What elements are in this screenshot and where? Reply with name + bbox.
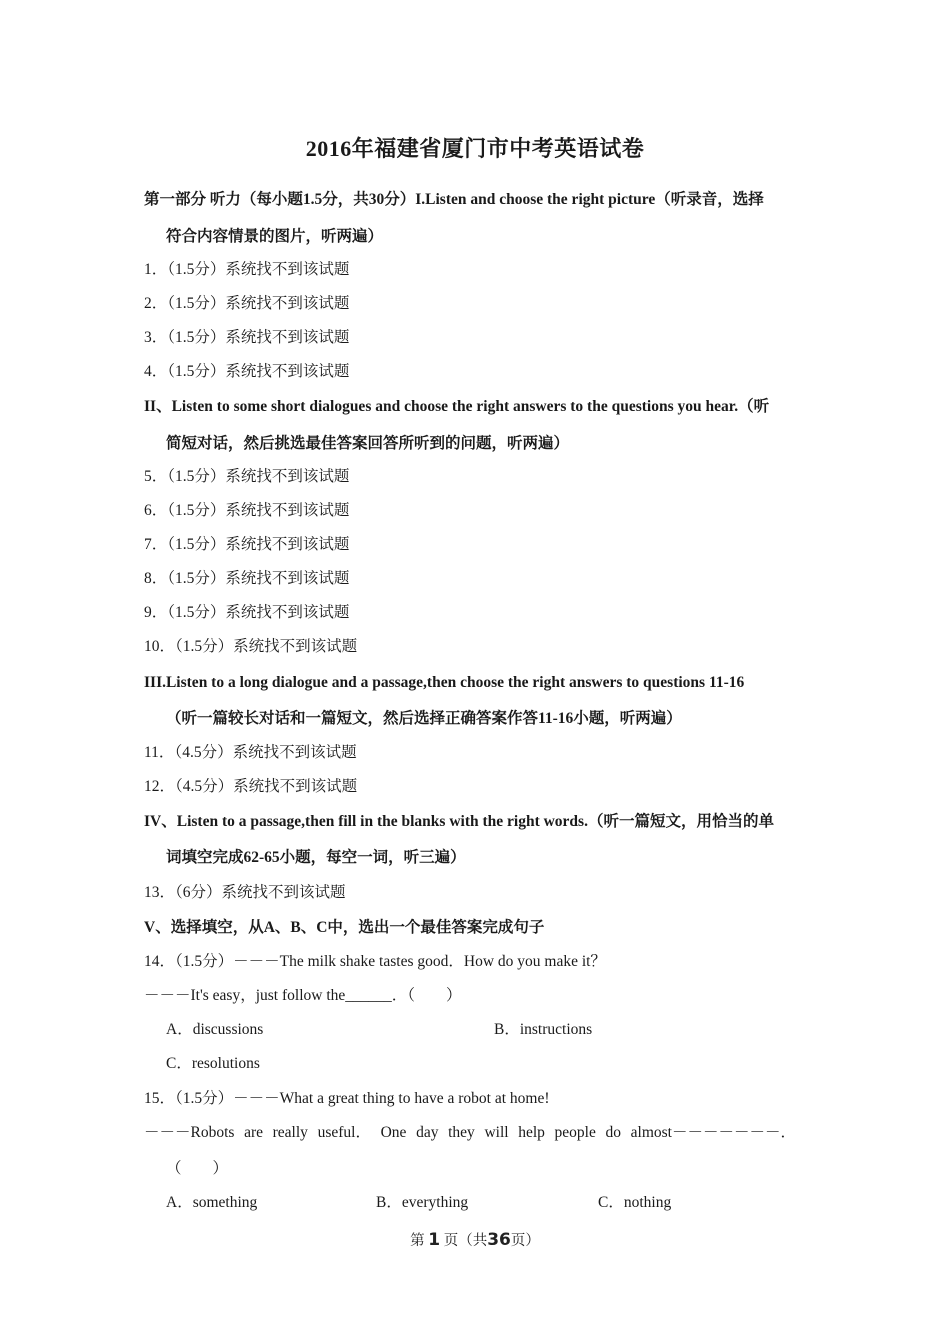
question-text: （1.5分）系统找不到该试题 — [175, 638, 358, 655]
question-item — [144, 569, 812, 589]
footer-suffix: 页） — [510, 1233, 540, 1249]
question-text: （6分）系统找不到该试题 — [175, 884, 346, 901]
question-15-response — [144, 1123, 796, 1143]
question-text: （4.5分）系统找不到该试题 — [175, 778, 358, 795]
question-number: 8． — [144, 570, 168, 587]
word: help — [518, 1124, 545, 1141]
question-14-stem: 14．（1.5分）－－－The milk shake tastes good．How do you make it？ — [144, 953, 606, 970]
question-number: 12． — [144, 778, 176, 795]
question-text: （1.5分）系统找不到该试题 — [167, 536, 350, 553]
question-text: （1.5分）系统找不到该试题 — [167, 502, 350, 519]
option-b: B．everything — [376, 1194, 469, 1211]
section-1-heading: 第一部分 听力（每小题1.5分，共30分）I.Listen and choose the right picture（听录音，选择 — [144, 191, 764, 208]
question-item — [144, 603, 812, 623]
question-item — [144, 294, 812, 314]
question-number: 1． — [144, 261, 168, 278]
word: really — [272, 1124, 308, 1141]
option-a: A．discussions — [166, 1021, 264, 1038]
question-number: 10． — [144, 638, 176, 655]
question-number: 4． — [144, 363, 168, 380]
word: are — [244, 1124, 263, 1141]
question-item — [144, 260, 812, 280]
question-number: 2． — [144, 295, 168, 312]
question-item — [144, 743, 812, 763]
word: do — [605, 1124, 621, 1141]
question-item — [144, 328, 812, 348]
option-c: C．nothing — [598, 1194, 672, 1211]
page-title: 2016年福建省厦门市中考英语试卷 — [305, 136, 645, 161]
question-text: （1.5分）系统找不到该试题 — [167, 570, 350, 587]
question-text: （1.5分）系统找不到该试题 — [167, 329, 350, 346]
word: will — [484, 1124, 509, 1141]
footer-prefix: 第 — [410, 1233, 425, 1249]
word: －－－Robots — [144, 1124, 235, 1141]
question-text: （1.5分）系统找不到该试题 — [167, 261, 350, 278]
section-1-heading-cont: 符合内容情景的图片，听两遍） — [166, 228, 384, 245]
word: they — [448, 1124, 475, 1141]
question-number: 9． — [144, 604, 168, 621]
question-number: 5． — [144, 468, 168, 485]
question-text: （1.5分）系统找不到该试题 — [167, 604, 350, 621]
word: people — [554, 1124, 596, 1141]
question-item — [144, 501, 812, 521]
option-b: B．instructions — [494, 1021, 593, 1038]
page-footer — [0, 1229, 950, 1250]
question-number: 13． — [144, 884, 176, 901]
word: day — [416, 1124, 439, 1141]
question-text: （4.5分）系统找不到该试题 — [174, 744, 357, 761]
question-15-stem: 15．（1.5分）－－－What a great thing to have a robot at home! — [144, 1090, 550, 1107]
question-item — [144, 777, 812, 797]
section-2-heading: II、Listen to some short dialogues and choose the right answers to the questions you hear.（听 — [144, 398, 770, 415]
question-number: 6． — [144, 502, 168, 519]
section-4-heading: IV、Listen to a passage,then fill in the blanks with the right words.（听一篇短文，用恰当的单 — [144, 813, 774, 830]
section-4-heading-cont: 词填空完成62-65小题，每空一词，听三遍） — [166, 849, 466, 866]
section-3-heading-cont: （听一篇较长对话和一篇短文，然后选择正确答案作答11-16小题，听两遍） — [166, 710, 682, 727]
question-item — [144, 362, 812, 382]
word: One — [380, 1124, 407, 1141]
section-5-heading: V、选择填空，从A、B、C中，选出一个最佳答案完成句子 — [144, 919, 545, 936]
question-14-response: －－－It's easy，just follow the______．（ ） — [144, 987, 462, 1004]
question-number: 3． — [144, 329, 168, 346]
section-3-heading: III.Listen to a long dialogue and a passage,then choose the right answers to questions 11-16 — [144, 674, 745, 691]
option-c: C．resolutions — [166, 1055, 260, 1072]
question-number: 11． — [144, 744, 175, 761]
answer-bracket: （ ） — [166, 1160, 229, 1177]
footer-middle: 页（共 — [443, 1233, 488, 1249]
question-text: （1.5分）系统找不到该试题 — [167, 295, 350, 312]
word: useful． — [317, 1124, 371, 1141]
section-2-heading-cont: 简短对话，然后挑选最佳答案回答所听到的问题，听两遍） — [166, 435, 570, 452]
word: almost－－－－－－－． — [630, 1124, 796, 1141]
page-number: 1 — [428, 1230, 441, 1250]
total-pages: 36 — [487, 1230, 511, 1250]
question-item — [144, 637, 812, 657]
question-text: （1.5分）系统找不到该试题 — [167, 468, 350, 485]
question-text: （1.5分）系统找不到该试题 — [167, 363, 350, 380]
question-item — [144, 535, 812, 555]
question-item — [144, 467, 812, 487]
question-item — [144, 883, 812, 903]
option-a: A．something — [166, 1194, 258, 1211]
question-number: 7． — [144, 536, 168, 553]
